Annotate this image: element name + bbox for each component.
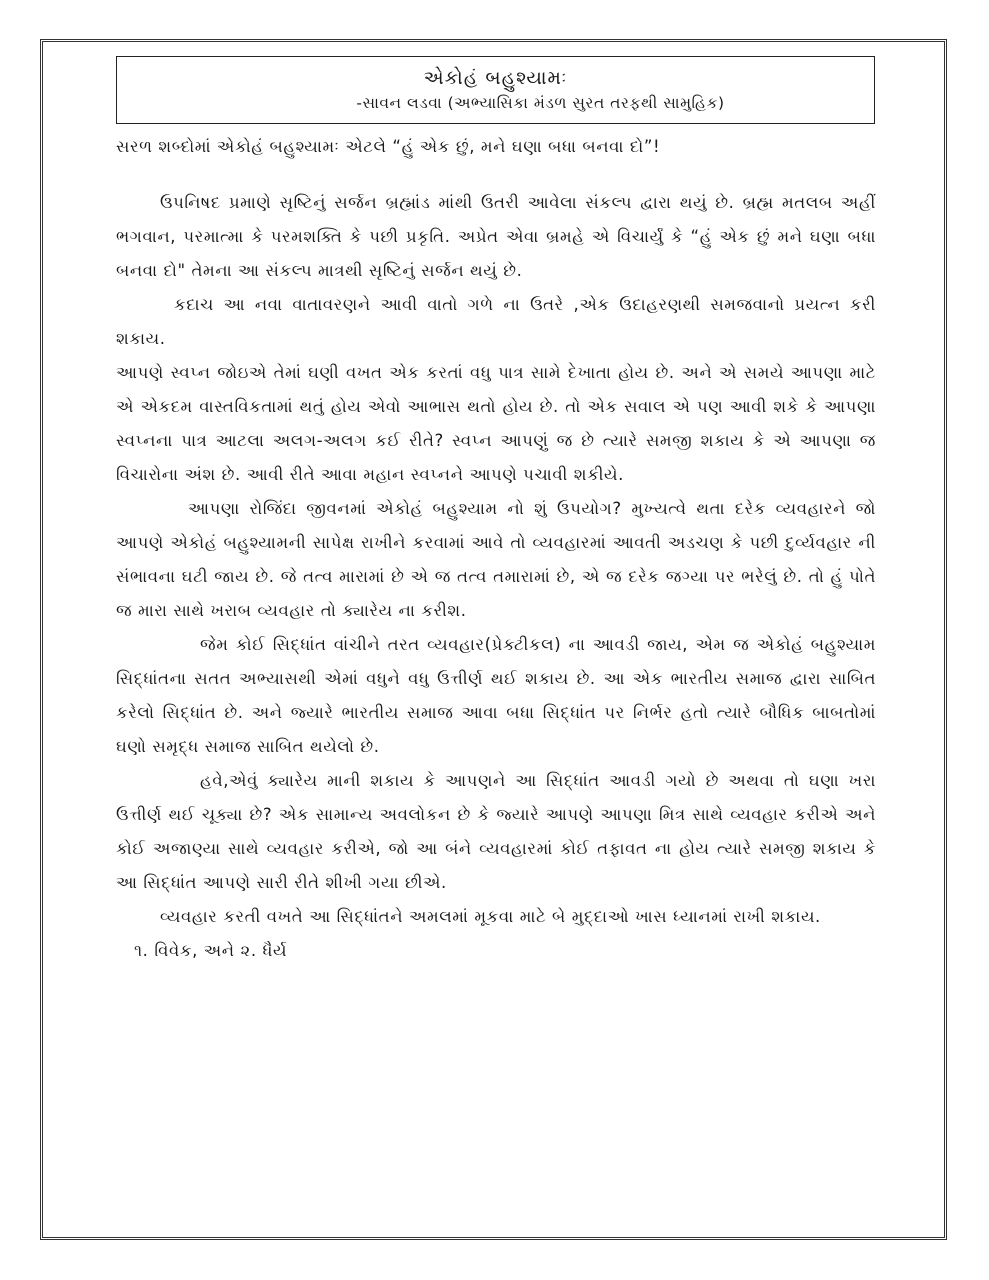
paragraph-practice: જેમ કોઈ સિદ્ધાંત વાંચીને તરત વ્યવહાર(પ્રેક્ટીકલ) ના આવડી જાય, એમ જ એકોહં બહુશ્યામ સિદ્ધાંતના સતત અભ્યાસથી એમાં વધુને વધુ ઉત્તીર્ણ થઈ શકાય છે. આ એક ભારતીય સમાજ દ્વારા સાબિત કરેલો સિદ્ધાંત છે. અને જ્યારે ભારતીય સમાજ આવા બધા સિદ્ધાંત પર નિર્ભર હતો ત્યારે બૌધિક બાબતોમાં ઘણો સમૃદ્ધ સમાજ સાબિત થયેલો છે. — [116, 635, 876, 756]
document-title: એકોહં બહુશ્યામઃ — [423, 67, 568, 89]
points-list: ૧. વિવેક, અને ૨. ધૈર્ય — [134, 941, 288, 960]
paragraph-daily-life: આપણા રોજિંદા જીવનમાં એકોહં બહુશ્યામ નો શું ઉપયોગ? મુખ્યત્વે થતા દરેક વ્યવહારને જો આપણે એકોહં બહુશ્યામની સાપેક્ષ રાખીને કરવામાં આવે તો વ્યવહારમાં આવતી અડચણ કે પછી દુર્વ્યવહાર ની સંભાવના ઘટી જાય છે. જે તત્વ મારામાં છે એ જ તત્વ તમારામાં છે, એ જ દરેક જગ્યા પર ભરેલું છે. તો હું પોતે જ મારા સાથે ખરાબ વ્યવહાર તો ક્યારેય ના કરીશ. — [116, 499, 876, 620]
paragraph-upanishad: ઉપનિષદ પ્રમાણે સૃષ્ટિનું સર્જન બ્રહ્માંડ માંથી ઉતરી આવેલા સંકલ્પ દ્વારા થયું છે. બ્રહ્મ મતલબ અહીં ભગવાન, પરમાત્મા કે પરમશક્તિ કે પછી પ્રકૃતિ. અપ્રેત એવા બ્રમહે એ વિચાર્યું કે “હું એક છું મને ઘણા બધા બનવા દો" તેમના આ સંકલ્પ માત્રથી સૃષ્ટિનું સર્જન થયું છે. — [116, 193, 876, 280]
document-author: -સાવન લડવા (અભ્યાસિકા મંડળ સુરત તરફથી સામુહિક) — [356, 94, 725, 112]
paragraph-example: કદાચ આ નવા વાતાવરણને આવી વાતો ગળે ના ઉતરે ,એક ઉદાહરણથી સમજવાનો પ્રયત્ન કરી શકાય. — [116, 295, 877, 348]
document-body — [116, 130, 876, 968]
paragraph-observation: હવે,એવું ક્યારેય માની શકાય કે આપણને આ સિદ્ધાંત આવડી ગયો છે અથવા તો ઘણા ખરા ઉત્તીર્ણ થઈ ચૂક્યા છે? એક સામાન્ય અવલોકન છે કે જ્યારે આપણે આપણા મિત્ર સાથે વ્યવહાર કરીએ અને કોઈ અજાણ્યા સાથે વ્યવહાર કરીએ, જો આ બંને વ્યવહારમાં કોઈ તફાવત ના હોય ત્યારે સમજી શકાય કે આ સિદ્ધાંત આપણે સારી રીતે શીખી ગયા છીએ. — [116, 771, 876, 892]
title-box — [116, 56, 875, 124]
paragraph-dream: આપણે સ્વપ્ન જોઇએ તેમાં ઘણી વખત એક કરતાં વધુ પાત્ર સામે દેખાતા હોય છે. અને એ સમયે આપણા માટે એ એકદમ વાસ્તવિકતામાં થતું હોય એવો આભાસ થતો હોય છે. તો એક સવાલ એ પણ આવી શકે કે આપણા સ્વપ્નના પાત્ર આટલા અલગ-અલગ કઈ રીતે? સ્વપ્ન આપણું જ છે ત્યારે સમજી શકાય કે એ આપણા જ વિચારોના અંશ છે. આવી રીતે આવા મહાન સ્વપ્નને આપણે પચાવી શકીયે. — [116, 363, 876, 484]
intro-line: સરળ શબ્દોમાં એકોહં બહુશ્યામઃ એટલે “હું એક છું, મને ઘણા બધા બનવા દો”! — [116, 137, 661, 156]
paragraph-points-intro: વ્યવહાર કરતી વખતે આ સિદ્ધાંતને અમલમાં મૂકવા માટે બે મુદ્દાઓ ખાસ ધ્યાનમાં રાખી શકાય. — [160, 907, 821, 926]
